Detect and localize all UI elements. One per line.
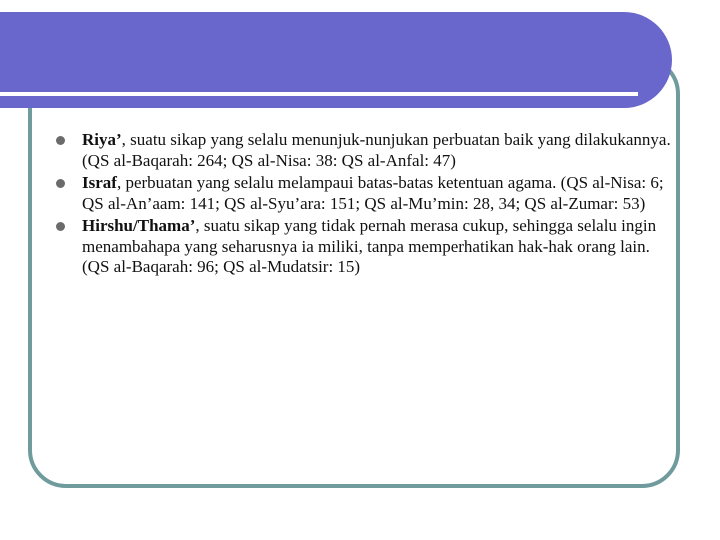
bullet-dot-icon (56, 222, 65, 231)
slide-content (56, 130, 676, 280)
bullet-term: Israf (82, 173, 117, 192)
bullet-item-israf (56, 173, 676, 214)
bullet-text: , perbuatan yang selalu melampaui batas-batas ketentuan agama. (QS al-Nisa: 6; QS al-An’aam: 141; QS al-Syu’ara: 151; QS al-Mu’min: 28, 34; QS al-Zumar: 53) (82, 173, 664, 213)
bullet-item-hirshu (56, 216, 676, 278)
bullet-text: , suatu sikap yang selalu menunjuk-nunjukan perbuatan baik yang dilakukannya. (QS al-Baqarah: 264; QS al-Nisa: 38: QS al-Anfal: 47) (82, 130, 671, 170)
bullet-dot-icon (56, 179, 65, 188)
bullet-list (56, 130, 676, 278)
bullet-dot-icon (56, 136, 65, 145)
bullet-term: Riya’ (82, 130, 122, 149)
title-divider (0, 92, 638, 96)
bullet-text: , suatu sikap yang tidak pernah merasa cukup, sehingga selalu ingin menambahapa yang seharusnya ia miliki, tanpa memperhatikan hak-hak orang lain. (QS al-Baqarah: 96; QS al-Mudatsir: 15) (82, 216, 657, 276)
bullet-item-riya (56, 130, 676, 171)
bullet-term: Hirshu/Thama’ (82, 216, 196, 235)
